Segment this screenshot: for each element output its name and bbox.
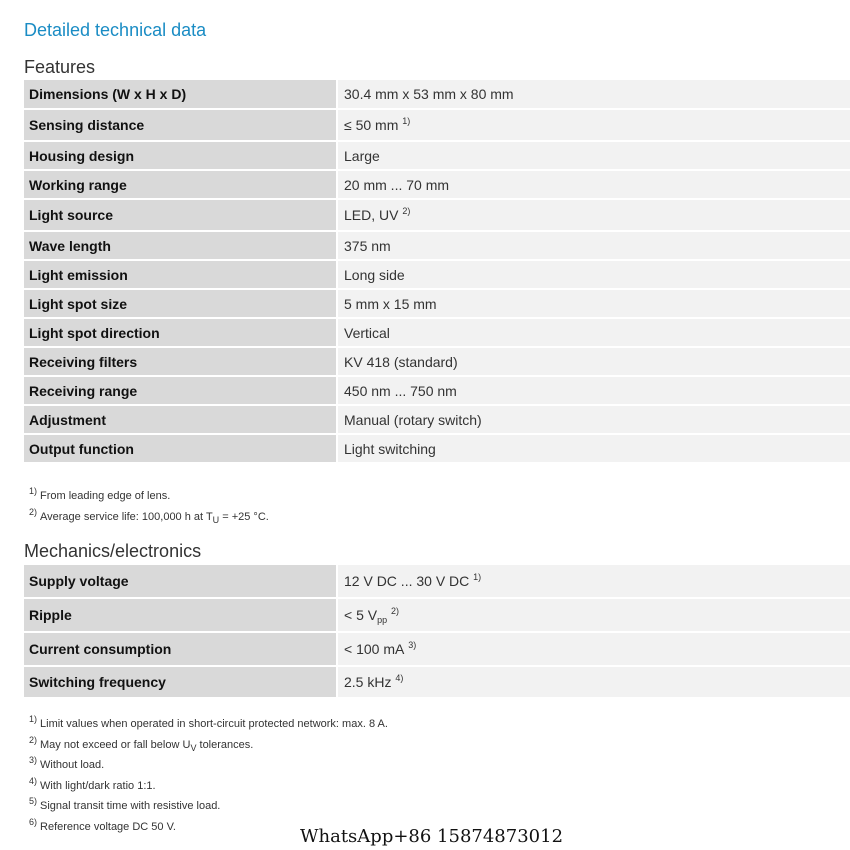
mechanics-footnotes	[29, 714, 388, 837]
spec-value: Long side	[337, 260, 850, 289]
spec-label: Light spot size	[24, 289, 337, 318]
table-row	[24, 170, 850, 199]
footnote: $^{4)}$ With light/dark ratio 1:1.	[29, 775, 156, 792]
spec-value: 2.5 kHz $^{4)}$	[337, 666, 850, 698]
features-heading: Features	[24, 57, 96, 77]
table-row	[24, 632, 850, 666]
footnote: $^{5)}$ Signal transit time with resistive load.	[29, 796, 221, 812]
spec-value: Large	[337, 141, 850, 170]
spec-label: Switching frequency	[24, 666, 337, 698]
table-row	[24, 260, 850, 289]
footnote: $^{1)}$ From leading edge of lens.	[29, 486, 171, 502]
table-row	[24, 80, 850, 109]
spec-label: Supply voltage	[24, 565, 337, 598]
table-row	[24, 289, 850, 318]
spec-label: Working range	[24, 170, 337, 199]
spec-value: KV 418 (standard)	[337, 347, 850, 376]
table-row	[24, 109, 850, 141]
footnote: $^{2)}$ May not exceed or fall below $U_V$ tolerances.	[29, 734, 254, 753]
spec-value: < 5 $V_{pp}$ $^{2)}$	[337, 598, 850, 632]
spec-value: 30.4 mm x 53 mm x 80 mm	[337, 80, 850, 109]
spec-label: Wave length	[24, 231, 337, 260]
table-row	[24, 405, 850, 434]
features-table	[24, 80, 850, 464]
spec-label: Current consumption	[24, 632, 337, 666]
spec-label: Housing design	[24, 141, 337, 170]
spec-label: Adjustment	[24, 405, 337, 434]
table-row	[24, 565, 850, 598]
spec-value: 12 V DC ... 30 V DC $^{1)}$	[337, 565, 850, 598]
table-row	[24, 141, 850, 170]
spec-label: Ripple	[24, 598, 337, 632]
table-row	[24, 199, 850, 231]
footnote: $^{1)}$ Limit values when operated in short-circuit protected network: max. 8 A.	[29, 714, 388, 730]
mechanics-table	[24, 565, 850, 699]
footnote: $^{2)}$ Average service life: 100,000 h at $T_U = +25$ °C.	[29, 506, 269, 525]
footnote: $^{3)}$ Without load.	[29, 755, 105, 771]
spec-label: Output function	[24, 434, 337, 463]
spec-label: Receiving range	[24, 376, 337, 405]
table-row	[24, 231, 850, 260]
mechanics-heading: Mechanics/electronics	[24, 541, 202, 561]
spec-value: < 100 mA $^{3)}$	[337, 632, 850, 666]
spec-value: Light switching	[337, 434, 850, 463]
table-row	[24, 598, 850, 632]
spec-value: 20 mm ... 70 mm	[337, 170, 850, 199]
footnote: $^{6)}$ Reference voltage DC 50 V.	[29, 816, 176, 833]
table-row	[24, 666, 850, 698]
contact-watermark: WhatsApp+86 15874873012	[300, 826, 564, 847]
table-row	[24, 376, 850, 405]
spec-label: Receiving filters	[24, 347, 337, 376]
features-footnotes	[29, 486, 269, 527]
spec-value: LED, UV $^{2)}$	[337, 199, 850, 231]
spec-value: Manual (rotary switch)	[337, 405, 850, 434]
table-row	[24, 318, 850, 347]
spec-label: Sensing distance	[24, 109, 337, 141]
spec-label: Light emission	[24, 260, 337, 289]
spec-label: Light spot direction	[24, 318, 337, 347]
page-title: Detailed technical data	[24, 20, 207, 40]
spec-value: 5 mm x 15 mm	[337, 289, 850, 318]
table-row	[24, 347, 850, 376]
spec-value: 450 nm ... 750 nm	[337, 376, 850, 405]
spec-value: 375 nm	[337, 231, 850, 260]
table-row	[24, 434, 850, 463]
spec-label: Dimensions (W x H x D)	[24, 80, 337, 109]
spec-value: Vertical	[337, 318, 850, 347]
spec-value: ≤ 50 mm $^{1)}$	[337, 109, 850, 141]
spec-label: Light source	[24, 199, 337, 231]
